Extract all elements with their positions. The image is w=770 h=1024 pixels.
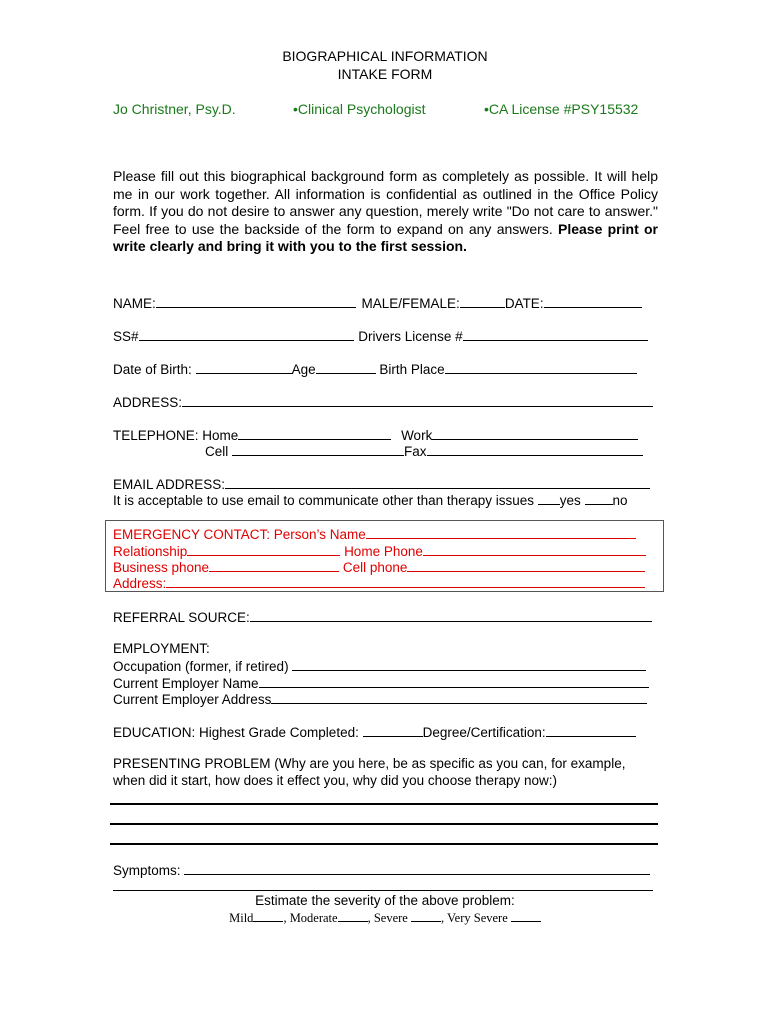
date-label: DATE: xyxy=(504,296,544,311)
drivers-license-field[interactable] xyxy=(463,327,648,341)
clinician-license: •CA License #PSY15532 xyxy=(484,101,639,117)
mild-label: Mild xyxy=(229,911,254,925)
employer-address-field[interactable] xyxy=(271,690,647,704)
sex-label: MALE/FEMALE: xyxy=(361,296,460,311)
work-phone-field[interactable] xyxy=(432,426,638,440)
symptoms-row xyxy=(113,861,658,879)
address-row xyxy=(113,393,658,411)
employment-heading: EMPLOYMENT: xyxy=(113,641,210,656)
email-yes-field[interactable] xyxy=(538,491,560,505)
birthplace-label: Birth Place xyxy=(379,362,445,377)
problem-line2: when did it start, how does it effect you, why did you choose therapy now:) xyxy=(113,773,557,788)
dob-field[interactable] xyxy=(196,360,292,374)
moderate-field[interactable] xyxy=(338,910,368,922)
relationship-field[interactable] xyxy=(187,542,340,556)
cell-label: Cell xyxy=(205,444,229,459)
emergency-address-label: Address: xyxy=(113,576,167,591)
problem-answer-line-1[interactable] xyxy=(110,803,658,805)
severity-row xyxy=(0,910,770,926)
cell-row xyxy=(205,442,750,460)
degree-label: Degree/Certification: xyxy=(422,725,546,740)
emergency-name-row xyxy=(113,525,658,543)
drivers-license-label: Drivers License # xyxy=(358,329,463,344)
problem-answer-line-3[interactable] xyxy=(110,843,658,845)
occupation-label: Occupation (former, if retired) xyxy=(113,659,289,674)
name-field[interactable] xyxy=(156,294,356,308)
emergency-address-field[interactable] xyxy=(166,574,645,588)
business-phone-field[interactable] xyxy=(209,558,339,572)
emergency-cell-phone-field[interactable] xyxy=(407,558,645,572)
email-field[interactable] xyxy=(225,475,650,489)
intro-bold: Please print or write clearly and bring it with you to the first session. xyxy=(113,220,658,254)
referral-field[interactable] xyxy=(250,608,652,622)
employer-name-field[interactable] xyxy=(259,674,649,688)
fax-label: Fax xyxy=(404,444,427,459)
emergency-home-phone-field[interactable] xyxy=(423,542,646,556)
symptoms-label: Symptoms: xyxy=(113,863,181,878)
occupation-field[interactable] xyxy=(292,657,646,671)
employer-name-label: Current Employer Name xyxy=(113,676,259,691)
sex-field[interactable] xyxy=(460,294,505,308)
very-severe-field[interactable] xyxy=(511,910,541,922)
dob-row xyxy=(113,360,658,378)
email-permission-text: It is acceptable to use email to communicate other than therapy issues xyxy=(113,493,534,508)
email-label: EMAIL ADDRESS: xyxy=(113,477,226,492)
referral-label: REFERRAL SOURCE: xyxy=(113,610,250,625)
form-title-line2: INTAKE FORM xyxy=(337,66,433,82)
age-field[interactable] xyxy=(316,360,376,374)
name-label: NAME: xyxy=(113,296,156,311)
emergency-contact-label: EMERGENCY CONTACT: Person’s Name xyxy=(113,527,366,542)
work-label: Work xyxy=(401,428,433,443)
dob-label: Date of Birth: xyxy=(113,362,192,377)
problem-line1: PRESENTING PROBLEM (Why are you here, be as specific as you can, for example, xyxy=(113,756,626,771)
occupation-row xyxy=(113,657,658,675)
cell-phone-label: Cell phone xyxy=(342,560,408,575)
form-title-line1: BIOGRAPHICAL INFORMATION xyxy=(282,48,488,64)
date-field[interactable] xyxy=(544,294,642,308)
emergency-address-row xyxy=(113,574,658,592)
age-label: Age xyxy=(291,362,316,377)
home-phone-label: Home Phone xyxy=(344,544,423,559)
fax-field[interactable] xyxy=(427,442,643,456)
employer-address-label: Current Employer Address xyxy=(113,692,272,707)
yes-label: yes xyxy=(559,493,581,508)
symptoms-field[interactable] xyxy=(184,861,650,875)
business-phone-label: Business phone xyxy=(113,560,210,575)
highest-grade-field[interactable] xyxy=(363,723,423,737)
ss-field[interactable] xyxy=(139,327,354,341)
severity-heading: Estimate the severity of the above problem: xyxy=(255,893,515,908)
intro-text: Please fill out this biographical background form as completely as possible. It will help me in our work together. All information is confidential as outlined in the Office Policy form. If you do not desire to answer any question, merely write "Do not care to answer." Feel free to use the backside of the form to expand on any answers. xyxy=(113,168,658,237)
email-no-field[interactable] xyxy=(585,491,613,505)
moderate-label: , Moderate xyxy=(283,911,338,925)
telephone-label: TELEPHONE: Home xyxy=(113,428,239,443)
address-field[interactable] xyxy=(182,393,653,407)
severe-field[interactable] xyxy=(411,910,441,922)
emergency-name-field[interactable] xyxy=(366,525,636,539)
birthplace-field[interactable] xyxy=(445,360,637,374)
severe-label: , Severe xyxy=(367,911,408,925)
referral-row xyxy=(113,608,658,626)
relationship-label: Relationship xyxy=(113,544,188,559)
ss-label: SS# xyxy=(113,329,139,344)
mild-field[interactable] xyxy=(253,910,283,922)
name-row xyxy=(113,294,658,312)
problem-answer-line-2[interactable] xyxy=(110,823,658,825)
no-label: no xyxy=(612,493,628,508)
email-permission-row xyxy=(113,491,658,509)
home-phone-field[interactable] xyxy=(238,426,391,440)
very-severe-label: , Very Severe xyxy=(440,911,508,925)
address-label: ADDRESS: xyxy=(113,395,183,410)
education-row xyxy=(113,723,658,741)
employer-address-row xyxy=(113,690,658,708)
intro-paragraph xyxy=(113,168,658,256)
symptoms-answer-line[interactable] xyxy=(113,890,653,891)
clinician-role: •Clinical Psychologist xyxy=(293,101,426,117)
highest-grade-label: EDUCATION: Highest Grade Completed: xyxy=(113,725,359,740)
degree-field[interactable] xyxy=(546,723,636,737)
ss-row xyxy=(113,327,658,345)
clinician-name: Jo Christner, Psy.D. xyxy=(113,101,236,117)
cell-phone-field[interactable] xyxy=(232,442,404,456)
